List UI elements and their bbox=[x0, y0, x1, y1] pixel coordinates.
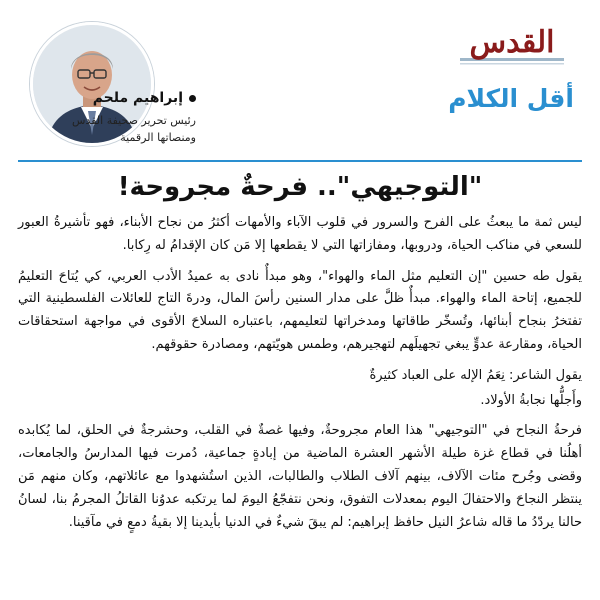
header-divider bbox=[18, 160, 582, 162]
svg-text:القدس: القدس bbox=[469, 25, 555, 60]
article-body bbox=[18, 212, 582, 592]
poem-line: يقول الشاعر: نِعَمُ الإله على العباد كثيرةٌ bbox=[369, 367, 582, 383]
column-name: أقل الكلام bbox=[448, 84, 574, 113]
paragraph: ليس ثمة ما يبعثُ على الفرح والسرور في قلوب الآباء والأمهات أكثرُ من نجاح الأبناء، فهو تأشيرةُ العبور للسعي في مناكب الحياة، ودروبها، ومفازاتها التي لا يقطعها إلا مَن كان الإقدامُ له رِكابا. bbox=[18, 215, 582, 253]
author-name-text: إبراهيم ملحم bbox=[92, 90, 183, 106]
author-block bbox=[46, 90, 196, 146]
paragraph: يقول طه حسين "إن التعليم مثل الماء والهواء"، وهو مبدأٌ نادى به عميدُ الأدب العربي، كي يُتاحَ التعليمُ للجميع، إتاحة الماء والهواء. مبدأٌ ظلَّ على مدار السنين رأسَ المال، ودرةَ التاج للعائلات الفلسطينية التي تفتخرُ بنجاح أبنائها، وتُسخّر طاقاتها ومدخراتها لتعليمهم، باعتباره السلاحَ الأقوى في مواجهة استحقاقات الحياة، ومقارعة عدوٍّ يبغي تجهيلَهم لتهجيرهم، وطمس هويّتهم، ومصادرة حقوقهم. bbox=[18, 268, 582, 352]
author-role-line1: رئيس تحرير صحيفة القدس bbox=[72, 114, 196, 127]
paragraph: فرحةُ النجاح في "التوجيهي" هذا العام مجروحةٌ، وفيها غصةٌ في القلب، وحشرجةٌ في الحلق، لما يُكابده أهلُنا في قطاع غزة طيلة الأشهر العشرة الماضية من إبادةٍ جماعية، دُمرت فيها المدارسُ والجامعات، وقضى وجُرح مئات الآلاف، بينهم آلاف الطلاب والطالبات، الذين استُشهدوا مع عائلاتهم، وكان منهم مَن ينتظر النجاحَ والاحتفالَ اليوم بمعدلات التفوق، ونحن نتفجّعُ اليومَ لما يرتكبه عدوُنا القاتلُ المجرمُ بنا، لسانُ حالنا يردّدُ ما قاله شاعرُ النيل حافظ إبراهيم: لم يبقَ شيءٌ في الدنيا بأيدينا إلا بقيةُ دمعٍ في مآقينا. bbox=[18, 423, 582, 530]
author-role bbox=[46, 112, 196, 146]
author-role-line2: ومنصاتها الرقمية bbox=[120, 131, 196, 145]
newspaper-logo bbox=[452, 14, 572, 70]
bullet-icon bbox=[189, 95, 196, 102]
article-title: "التوجيهي".. فرحةٌ مجروحة! bbox=[117, 172, 483, 202]
author-name bbox=[46, 90, 196, 106]
article-header bbox=[0, 0, 600, 158]
poem-line: وأَجلُّها نجابةُ الأولاد. bbox=[480, 392, 582, 408]
